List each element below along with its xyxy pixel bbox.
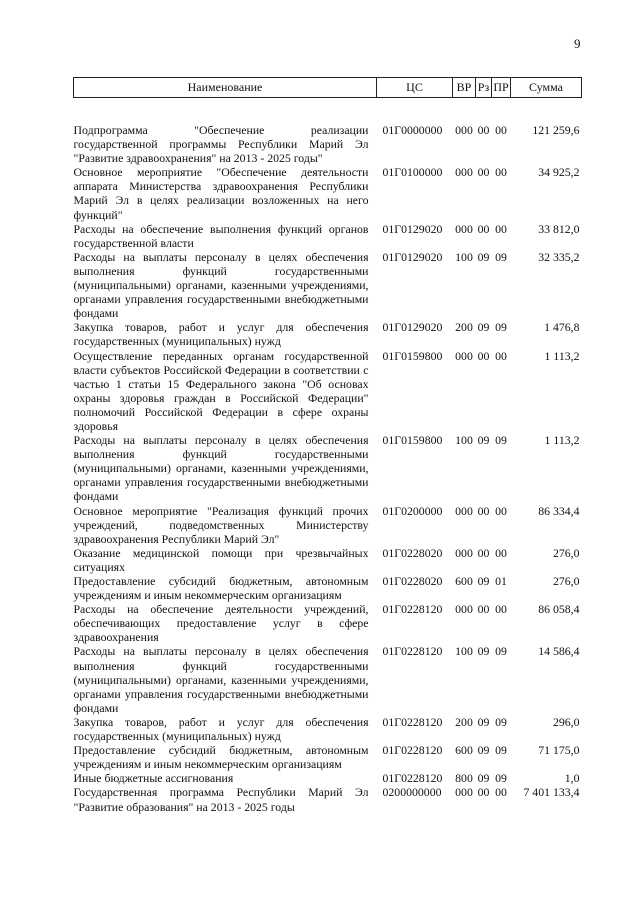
- header-cs: ЦС: [377, 78, 453, 98]
- table-row: [74, 433, 582, 503]
- row-pr: 00: [495, 123, 507, 137]
- row-pr: 09: [495, 644, 507, 659]
- row-rz: 09: [477, 743, 490, 758]
- row-cs: 01Г0228120: [382, 771, 443, 786]
- row-vr: 100: [455, 433, 473, 448]
- row-pr: 09: [495, 714, 507, 729]
- row-cs: 01Г0228120: [382, 644, 443, 659]
- row-name: Государственная программа Республики Марий Эл "Развитие образования" на 2013 - 2025 годы: [73, 785, 369, 814]
- header-name: Наименование: [74, 78, 377, 98]
- table-row: [74, 504, 582, 546]
- row-name: Иные бюджетные ассигнования: [73, 771, 234, 786]
- row-pr: 00: [495, 602, 507, 617]
- header-vr: ВР: [453, 78, 476, 98]
- row-cs: 01Г0129020: [382, 221, 443, 236]
- header-sum: Сумма: [511, 78, 582, 98]
- row-cs: 01Г0129020: [382, 249, 443, 264]
- row-name: Оказание медицинской помощи при чрезвычайных ситуациях: [73, 545, 369, 574]
- row-sum: 71 175,0: [538, 743, 580, 758]
- row-sum: 1,0: [564, 771, 580, 786]
- row-vr: 000: [455, 602, 473, 617]
- row-rz: 00: [477, 165, 490, 180]
- row-cs: 01Г0228020: [382, 574, 443, 588]
- row-name: Расходы на обеспечение деятельности учреждений, обеспечивающих предоставление услуг в сфере здравоохранения: [73, 602, 369, 645]
- row-name: Расходы на выплаты персоналу в целях обеспечения выполнения функций государственными (муниципальными) органами, казенными учреждениями, органами управления государственными внебюджетными фондами: [73, 433, 369, 504]
- row-rz: 00: [477, 785, 490, 800]
- table-row: [74, 250, 582, 320]
- row-sum: 14 586,4: [538, 644, 580, 659]
- row-rz: 00: [477, 221, 490, 236]
- table-body: [74, 98, 582, 814]
- row-name: Закупка товаров, работ и услуг для обеспечения государственных (муниципальных) нужд: [73, 714, 369, 744]
- row-vr: 600: [455, 574, 473, 588]
- row-cs: 0200000000: [382, 785, 442, 800]
- row-pr: 09: [495, 771, 507, 786]
- row-vr: 600: [455, 743, 473, 758]
- row-rz: 09: [477, 320, 490, 335]
- row-name: Основное мероприятие "Реализация функций прочих учреждений, подведомственных Министерству здравоохранения Республики Марий Эл": [73, 503, 369, 546]
- row-cs: 01Г0159800: [382, 433, 443, 448]
- row-vr: 000: [455, 123, 473, 137]
- table-row: [74, 349, 582, 434]
- row-rz: 00: [477, 123, 490, 137]
- row-cs: 01Г0228120: [382, 602, 443, 617]
- row-sum: 296,0: [552, 714, 580, 729]
- row-rz: 00: [477, 602, 490, 617]
- row-cs: 01Г0228120: [382, 714, 443, 729]
- row-vr: 800: [455, 771, 473, 786]
- row-sum: 86 058,4: [538, 602, 580, 617]
- table-row: [74, 715, 582, 743]
- row-name: Расходы на выплаты персоналу в целях обеспечения выполнения функций государственными (муниципальными) органами, казенными учреждениями, органами управления государственными внебюджетными фондами: [73, 644, 369, 715]
- row-pr: 00: [495, 165, 507, 180]
- row-vr: 000: [455, 165, 473, 180]
- row-vr: 200: [455, 320, 473, 335]
- row-sum: 1 113,2: [544, 433, 580, 448]
- row-pr: 09: [495, 320, 507, 335]
- row-name: Основное мероприятие "Обеспечение деятельности аппарата Министерства здравоохранения Республики Марий Эл в целях реализации возложенных на него функций": [73, 165, 369, 222]
- row-name: Предоставление субсидий бюджетным, автономным учреждениям и иным некоммерческим организациям: [73, 574, 369, 603]
- row-vr: 000: [455, 503, 473, 518]
- row-name: Осуществление переданных органам государственной власти субъектов Российской Федерации в соответствии с частью 1 статьи 15 Федерального закона "Об основах охраны здоровья граждан в Российской Федерации" полномочий Российской Федерации в сфере охраны здоровья: [73, 348, 369, 433]
- row-cs: 01Г0000000: [382, 123, 443, 137]
- row-sum: 7 401 133,4: [523, 785, 580, 800]
- row-pr: 09: [495, 249, 507, 264]
- row-sum: 86 334,4: [538, 503, 580, 518]
- row-rz: 09: [477, 644, 490, 659]
- table-row: [74, 98, 582, 166]
- row-sum: 276,0: [552, 545, 580, 560]
- row-vr: 200: [455, 714, 473, 729]
- table-header: [74, 78, 582, 98]
- header-rz: Рз: [476, 78, 492, 98]
- row-pr: 09: [495, 433, 507, 448]
- row-sum: 121 259,6: [532, 123, 580, 137]
- row-pr: 00: [495, 348, 507, 363]
- row-cs: 01Г0159800: [382, 348, 443, 363]
- row-vr: 100: [455, 644, 473, 659]
- row-rz: 00: [477, 545, 490, 560]
- table-row: [74, 602, 582, 644]
- row-vr: 000: [455, 545, 473, 560]
- row-rz: 09: [477, 574, 490, 588]
- table-row: [74, 743, 582, 771]
- row-rz: 09: [477, 249, 490, 264]
- table-row: [74, 644, 582, 714]
- row-name: Подпрограмма "Обеспечение реализации государственной программы Республики Марий Эл "Развитие здравоохранения" на 2013 - 2025 годы": [73, 123, 369, 166]
- row-cs: 01Г0129020: [382, 320, 443, 335]
- table-row: [74, 546, 582, 574]
- header-pr: ПР: [492, 78, 511, 98]
- row-name: Расходы на выплаты персоналу в целях обеспечения выполнения функций государственными (муниципальными) органами, казенными учреждениями, органами управления государственными внебюджетными фондами: [73, 249, 369, 321]
- row-rz: 09: [477, 714, 490, 729]
- row-rz: 00: [477, 348, 490, 363]
- row-cs: 01Г0100000: [382, 165, 443, 180]
- row-pr: 01: [495, 574, 507, 588]
- row-vr: 100: [455, 249, 473, 264]
- row-cs: 01Г0228120: [382, 743, 443, 758]
- table-row: [74, 785, 582, 813]
- row-sum: 1 113,2: [544, 348, 580, 363]
- table-row: [74, 574, 582, 602]
- row-cs: 01Г0200000: [382, 503, 443, 518]
- row-vr: 000: [455, 348, 473, 363]
- row-name: Закупка товаров, работ и услуг для обеспечения государственных (муниципальных) нужд: [73, 320, 369, 349]
- row-sum: 1 476,8: [544, 320, 580, 335]
- row-rz: 00: [477, 503, 490, 518]
- row-pr: 09: [495, 743, 507, 758]
- row-sum: 276,0: [552, 574, 580, 588]
- page-number: 9: [574, 36, 581, 51]
- row-pr: 00: [495, 545, 507, 560]
- row-sum: 32 335,2: [538, 249, 580, 264]
- row-pr: 00: [495, 503, 507, 518]
- row-pr: 00: [495, 221, 507, 236]
- row-name: Расходы на обеспечение выполнения функций органов государственной власти: [73, 221, 369, 250]
- row-vr: 000: [455, 785, 473, 800]
- table-row: [74, 771, 582, 785]
- budget-table: [73, 77, 582, 814]
- table-row: [74, 320, 582, 348]
- row-cs: 01Г0228020: [382, 545, 443, 560]
- header-row: [74, 78, 582, 98]
- table-row: [74, 165, 582, 221]
- row-name: Предоставление субсидий бюджетным, автономным учреждениям и иным некоммерческим организациям: [73, 743, 369, 772]
- row-sum: 33 812,0: [538, 221, 580, 236]
- row-pr: 00: [495, 785, 507, 800]
- row-sum: 34 925,2: [538, 165, 580, 180]
- row-rz: 09: [477, 771, 490, 786]
- table-row: [74, 222, 582, 250]
- row-rz: 09: [477, 433, 490, 448]
- row-vr: 000: [455, 221, 473, 236]
